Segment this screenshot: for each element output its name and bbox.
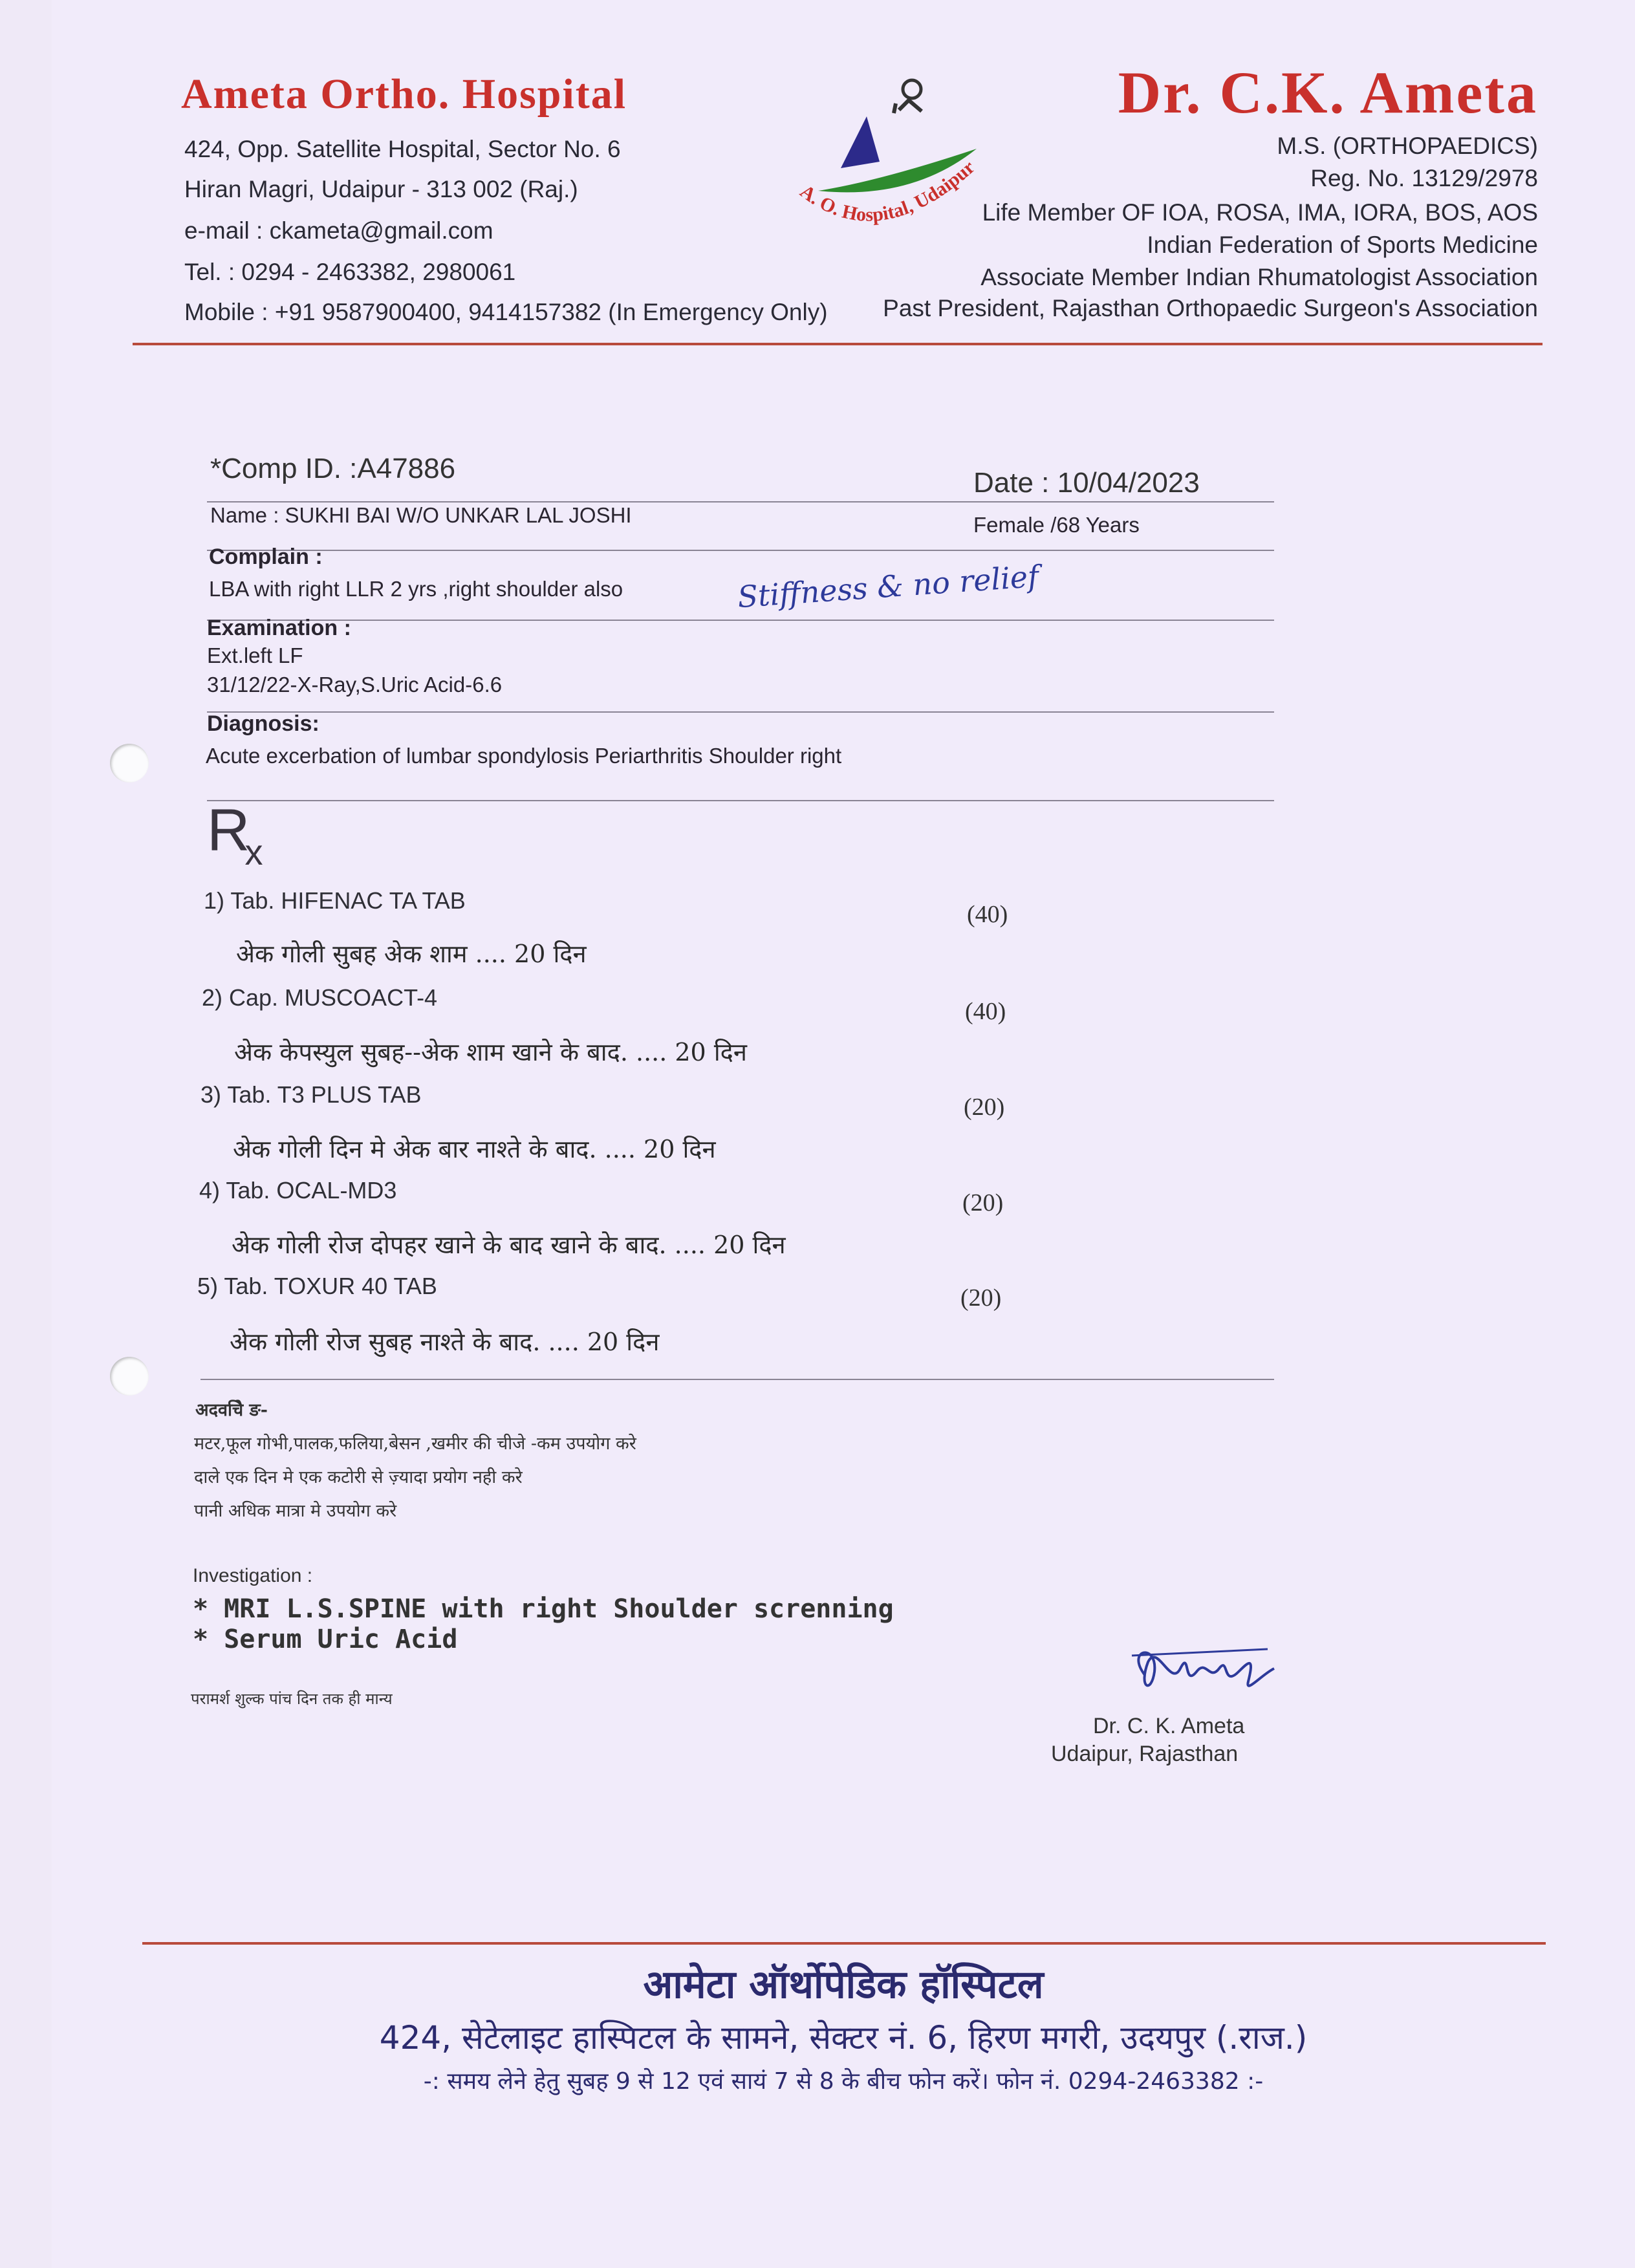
medicine-instruction: अेक गोली रोज सुबह नाश्ते के बाद. .... 20 दिन <box>230 1328 660 1356</box>
diet-line: मटर,फूल गोभी,पालक,फलिया,बेसन ,खमीर की चीजे -कम उपयोग करे <box>194 1434 636 1454</box>
divider <box>207 800 1274 801</box>
medicine-qty: (20) <box>960 1284 1002 1312</box>
membership-line: Life Member OF IOA, ROSA, IMA, IORA, BOS, AOS <box>982 199 1538 226</box>
complain-text: LBA with right LLR 2 yrs ,right shoulder also <box>209 577 623 601</box>
diet-title: अदवचिे ङ- <box>195 1400 268 1420</box>
divider <box>207 550 1274 551</box>
medicine-qty: (40) <box>967 901 1008 928</box>
punch-hole <box>110 1357 149 1396</box>
prescription-page <box>52 0 1635 2268</box>
medicine-qty: (40) <box>965 998 1006 1025</box>
signature-place: Udaipur, Rajasthan <box>1051 1742 1239 1766</box>
examination-label: Examination : <box>207 616 351 640</box>
medicine-line: 2) Cap. MUSCOACT-4 <box>202 984 438 1011</box>
email-line: e-mail : ckameta@gmail.com <box>184 217 493 244</box>
medicine-instruction: अेक गोली रोज दोपहर खाने के बाद खाने के बाद. .... 20 दिन <box>232 1231 786 1259</box>
complain-label: Complain : <box>209 545 323 569</box>
doctor-signature <box>1119 1636 1287 1711</box>
diet-line: दाले एक दिन मे एक कटोरी से ज़्यादा प्रयोग नही करे <box>194 1467 523 1487</box>
logo-head <box>903 80 921 98</box>
medicine-qty: (20) <box>964 1094 1005 1121</box>
address-line: Hiran Magri, Udaipur - 313 002 (Raj.) <box>184 176 578 202</box>
medicine-line: 5) Tab. TOXUR 40 TAB <box>197 1273 437 1299</box>
handwritten-note: Stiffness & no relief <box>736 558 1040 615</box>
hospital-logo <box>783 71 996 252</box>
doctor-name: Dr. C.K. Ameta <box>1118 59 1538 125</box>
fee-note: परामर्श शुल्क पांच दिन तक ही मान्य <box>191 1690 393 1708</box>
diagnosis-text: Acute excerbation of lumbar spondylosis Periarthritis Shoulder right <box>206 744 842 768</box>
signature-stroke <box>1138 1652 1274 1685</box>
signature-stroke <box>1132 1649 1268 1656</box>
examination-line: Ext.left LF <box>207 643 303 667</box>
registration-line: Reg. No. 13129/2978 <box>1310 165 1538 191</box>
divider <box>207 620 1274 621</box>
patient-gender-age: Female /68 Years <box>973 513 1140 537</box>
membership-line: Indian Federation of Sports Medicine <box>1147 232 1538 258</box>
medicine-line: 1) Tab. HIFENAC TA TAB <box>204 887 466 914</box>
medicine-instruction: अेक गोली दिन मे अेक बार नाश्ते के बाद. .... 20 दिन <box>233 1135 716 1163</box>
membership-line: Associate Member Indian Rhumatologist Association <box>980 264 1538 290</box>
phone-line: Tel. : 0294 - 2463382, 2980061 <box>184 259 516 285</box>
investigation-label: Investigation : <box>193 1565 313 1586</box>
patient-name: Name : SUKHI BAI W/O UNKAR LAL JOSHI <box>210 503 632 527</box>
diagnosis-label: Diagnosis: <box>207 711 319 736</box>
medicine-instruction: अेक केपस्युल सुबह--अेक शाम खाने के बाद. .... 20 दिन <box>234 1038 747 1066</box>
mobile-line: Mobile : +91 9587900400, 9414157382 (In Emergency Only) <box>184 299 828 325</box>
logo-figure <box>894 100 922 113</box>
punch-hole <box>110 744 149 783</box>
footer-divider <box>142 1942 1546 1945</box>
address-line: 424, Opp. Satellite Hospital, Sector No. 6 <box>184 136 621 162</box>
rx-symbol: $R_x$ <box>207 797 263 872</box>
medicine-line: 4) Tab. OCAL-MD3 <box>199 1177 397 1204</box>
logo-letter-a <box>841 116 880 168</box>
signature-name: Dr. C. K. Ameta <box>1093 1714 1245 1738</box>
divider <box>207 501 1274 502</box>
medicine-qty: (20) <box>962 1189 1004 1216</box>
examination-line: 31/12/22-X-Ray,S.Uric Acid-6.6 <box>207 673 503 697</box>
footer-hospital-name: आमेटा ऑर्थोपेडिक हॉस्पिटल <box>643 1962 1044 2007</box>
footer-timing: -: समय लेने हेतु सुबह 9 से 12 एवं सायं 7 से 8 के बीच फोन करें। फोन नं. 0294-2463382 :- <box>423 2068 1264 2095</box>
footer-address: 424, सेटेलाइट हास्पिटल के सामने, सेक्टर नं. 6, हिरण मगरी, उदयपुर (.राज.) <box>379 2019 1308 2057</box>
divider <box>200 1379 1274 1380</box>
medicine-instruction: अेक गोली सुबह अेक शाम .... 20 दिन <box>236 940 587 968</box>
investigation-item: * MRI L.S.SPINE with right Shoulder screnning <box>193 1594 894 1624</box>
qualification-line: M.S. (ORTHOPAEDICS) <box>1277 133 1538 159</box>
divider <box>207 711 1274 713</box>
investigation-item: * Serum Uric Acid <box>193 1625 458 1654</box>
medicine-line: 3) Tab. T3 PLUS TAB <box>200 1081 422 1108</box>
diet-line: पानी अधिक मात्रा मे उपयोग करे <box>194 1501 397 1521</box>
hospital-name: Ameta Ortho. Hospital <box>181 70 627 118</box>
logo-text: A. O. Hospital, Udaipur <box>796 156 979 226</box>
visit-date: Date : 10/04/2023 <box>973 467 1200 499</box>
past-president-line: Past President, Rajasthan Orthopaedic Surgeon's Association <box>883 295 1538 321</box>
comp-id: *Comp ID. :A47886 <box>210 453 456 484</box>
header-divider <box>133 343 1543 345</box>
